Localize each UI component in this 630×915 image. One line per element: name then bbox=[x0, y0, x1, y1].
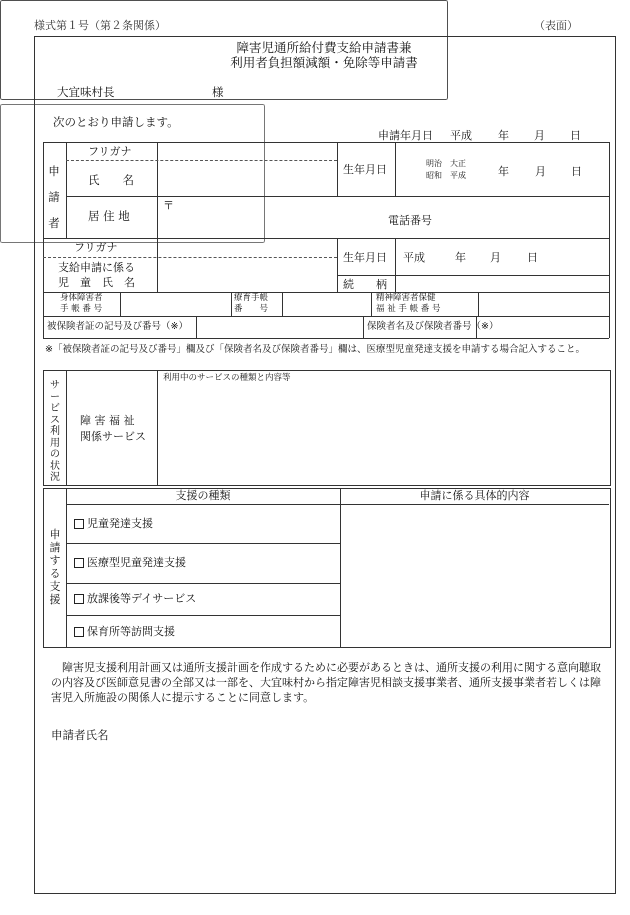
table-line bbox=[609, 142, 610, 338]
support-option-label: 児童発達支援 bbox=[87, 517, 153, 530]
child-relation-label: 続 柄 bbox=[343, 278, 387, 291]
child-birth-era: 平成 bbox=[403, 251, 425, 264]
applicant-birth-day: 日 bbox=[571, 165, 582, 178]
support-section-label: 申請する支援 bbox=[49, 528, 61, 606]
consent-statement: 障害児支援利用計画又は通所支援計画を作成するために必要があるときは、通所支援の利用に関する意向聴取の内容及び医師意見書の全部又は一部を、大宜味村から指定障害児相談支援事業者、通所支援事業者若しくは障害児入所施設の関係人に提示することに同意します。 bbox=[51, 661, 601, 704]
applicant-birth-year: 年 bbox=[498, 165, 509, 178]
applicant-address-input[interactable] bbox=[180, 199, 380, 235]
table-line bbox=[66, 583, 340, 584]
table-line bbox=[66, 488, 67, 648]
service-status-section-label: サービス利用の状況 bbox=[50, 380, 60, 483]
application-date-label: 申請年月日 bbox=[378, 129, 433, 142]
child-birth-label: 生年月日 bbox=[343, 251, 387, 264]
table-line bbox=[43, 292, 609, 293]
table-line bbox=[66, 142, 67, 238]
physical-handbook-label-line1: 身体障害者 bbox=[60, 293, 103, 303]
insurance-card-label: 被保険者証の記号及び番号（※） bbox=[47, 321, 188, 332]
applicant-furigana-label: フリガナ bbox=[88, 145, 132, 158]
support-option-label: 保育所等訪問支援 bbox=[87, 625, 175, 638]
furigana-divider bbox=[66, 160, 337, 161]
checkbox[interactable] bbox=[74, 558, 84, 568]
table-line bbox=[66, 615, 340, 616]
support-option-medical-child-development[interactable] bbox=[74, 557, 186, 568]
applicant-eras-top: 明治 大正 bbox=[426, 159, 466, 168]
addressee-honorific: 様 bbox=[212, 85, 224, 99]
ryoiku-handbook-input[interactable] bbox=[285, 295, 369, 314]
table-line bbox=[395, 238, 396, 292]
checkbox[interactable] bbox=[74, 627, 84, 637]
table-line bbox=[66, 543, 340, 544]
applicant-eras-bottom: 昭和 平成 bbox=[426, 171, 466, 180]
service-status-table bbox=[43, 370, 611, 486]
support-option-label: 医療型児童発達支援 bbox=[87, 556, 186, 569]
support-type-header: 支援の種類 bbox=[175, 489, 231, 502]
table-line bbox=[66, 504, 609, 505]
child-name-label-line1: 支給申請に係る bbox=[58, 261, 135, 274]
table-line bbox=[337, 142, 338, 196]
insurer-input[interactable] bbox=[479, 318, 606, 336]
mental-handbook-label-line1: 精神障害者保健 bbox=[376, 293, 436, 303]
applicant-section-label: 申請者 bbox=[48, 164, 60, 230]
support-option-nursery-visit-support[interactable] bbox=[74, 626, 175, 637]
applicant-furigana-input[interactable] bbox=[160, 144, 335, 159]
welfare-services-label-line2: 関係サービス bbox=[80, 430, 146, 443]
application-date-year: 年 bbox=[498, 129, 509, 142]
child-birth-month: 月 bbox=[490, 251, 501, 264]
applicant-name-label: 氏 名 bbox=[88, 173, 134, 187]
table-line bbox=[157, 142, 158, 292]
child-birth-year: 年 bbox=[455, 251, 466, 264]
table-line bbox=[196, 316, 197, 338]
form-side-label: （表面） bbox=[534, 19, 578, 32]
application-date-day: 日 bbox=[570, 129, 581, 142]
form-title-line1: 障害児通所給付費支給申請書兼 bbox=[236, 40, 412, 55]
table-line bbox=[478, 292, 479, 316]
form-number: 様式第１号（第２条関係） bbox=[34, 19, 166, 32]
table-line bbox=[43, 338, 609, 339]
applicant-name-input[interactable] bbox=[160, 163, 335, 194]
insurance-card-input[interactable] bbox=[199, 318, 361, 336]
table-line bbox=[371, 292, 372, 316]
ryoiku-handbook-label-line2: 番 号 bbox=[234, 304, 269, 314]
child-relation-input[interactable] bbox=[398, 278, 603, 291]
checkbox[interactable] bbox=[74, 594, 84, 604]
table-line bbox=[340, 488, 341, 648]
table-line bbox=[43, 316, 609, 317]
insurance-note: ※「被保険者証の記号及び番号」欄及び「保険者名及び保険者番号」欄は、医療型児童発達支援を申請する場合記入すること。 bbox=[45, 344, 585, 355]
table-line bbox=[337, 238, 338, 292]
table-line bbox=[363, 316, 364, 338]
child-furigana-label: フリガナ bbox=[74, 241, 118, 254]
addressee-mayor: 大宜味村長 bbox=[57, 85, 115, 99]
child-furigana-input[interactable] bbox=[160, 241, 335, 256]
postal-mark: 〒 bbox=[163, 199, 174, 212]
mental-handbook-label-line2: 福 祉 手 帳 番 号 bbox=[376, 304, 441, 314]
applicant-birth-month: 月 bbox=[535, 165, 546, 178]
table-line bbox=[282, 292, 283, 316]
form-title-line2: 利用者負担額減額・免除等申請書 bbox=[230, 55, 418, 70]
table-line bbox=[395, 142, 396, 196]
table-line bbox=[231, 292, 232, 316]
signature-input[interactable] bbox=[125, 726, 425, 746]
checkbox[interactable] bbox=[74, 519, 84, 529]
table-line bbox=[157, 370, 158, 486]
physical-handbook-label-line2: 手 帳 番 号 bbox=[60, 304, 103, 314]
table-line bbox=[66, 370, 67, 486]
physical-handbook-input[interactable] bbox=[123, 295, 228, 314]
support-detail-header: 申請に係る具体的内容 bbox=[419, 489, 530, 502]
table-line bbox=[337, 275, 609, 276]
table-line bbox=[66, 196, 609, 197]
child-name-label-line2: 児 童 氏 名 bbox=[58, 276, 135, 289]
applicant-birth-label: 生年月日 bbox=[343, 163, 387, 176]
table-line bbox=[120, 292, 121, 316]
signature-label: 申請者氏名 bbox=[51, 728, 109, 742]
support-option-child-development[interactable] bbox=[74, 518, 153, 529]
insurer-label: 保険者名及び保険者番号（※） bbox=[367, 321, 499, 332]
table-line bbox=[43, 142, 609, 143]
child-name-input[interactable] bbox=[160, 260, 335, 290]
service-content-label: 利用中のサービスの種類と内容等 bbox=[163, 373, 291, 383]
application-date-month: 月 bbox=[534, 129, 545, 142]
applicant-phone-input[interactable] bbox=[448, 210, 603, 230]
furigana-divider bbox=[43, 257, 337, 258]
ryoiku-handbook-label-line1: 療育手帳 bbox=[234, 293, 269, 303]
intro-text: 次のとおり申請します。 bbox=[53, 115, 179, 129]
support-option-after-school-day-service[interactable] bbox=[74, 593, 196, 604]
welfare-services-label-line1: 障 害 福 祉 bbox=[80, 414, 135, 427]
applicant-phone-label: 電話番号 bbox=[388, 214, 432, 227]
mental-handbook-input[interactable] bbox=[481, 295, 606, 314]
application-date-era: 平成 bbox=[450, 129, 472, 142]
support-option-label: 放課後等デイサービス bbox=[87, 592, 197, 605]
table-line bbox=[43, 238, 609, 239]
child-birth-day: 日 bbox=[527, 251, 538, 264]
table-line bbox=[43, 142, 44, 338]
applicant-address-label: 居 住 地 bbox=[88, 209, 130, 223]
